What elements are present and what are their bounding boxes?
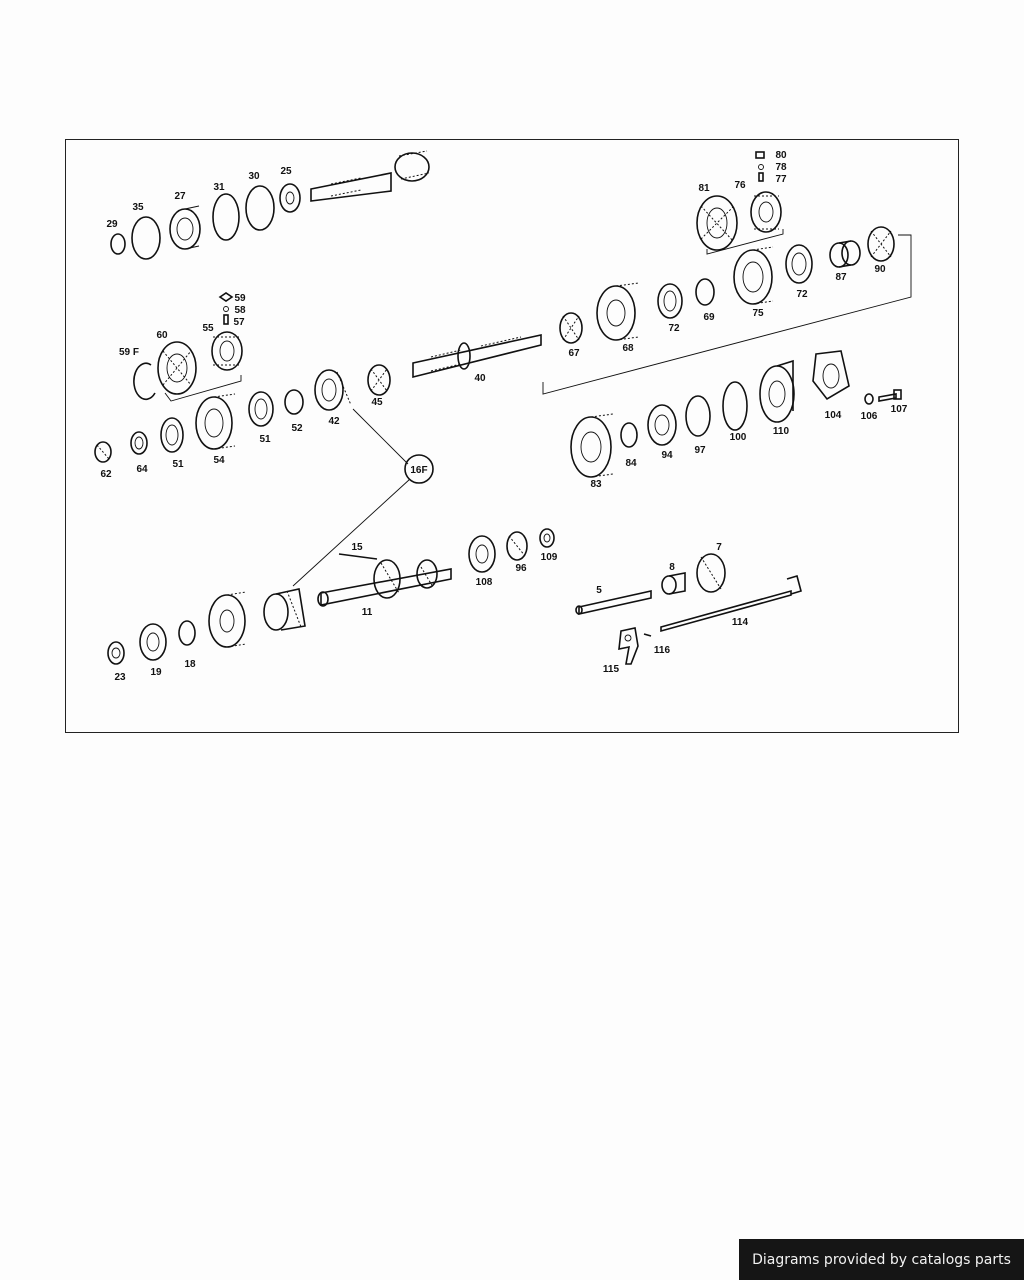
label-62: 62 bbox=[100, 469, 112, 480]
ring-72-lower bbox=[658, 284, 682, 318]
label-64: 64 bbox=[136, 464, 148, 475]
label-58: 58 bbox=[234, 305, 246, 316]
main-shaft-40 bbox=[413, 335, 541, 377]
label-30: 30 bbox=[248, 171, 260, 182]
synchro-hub-81 bbox=[697, 196, 737, 250]
callout-line-gear bbox=[293, 479, 410, 586]
ring-51-left bbox=[161, 418, 183, 452]
countershaft-11 bbox=[318, 560, 451, 606]
label-84: 84 bbox=[625, 458, 637, 469]
ring-30 bbox=[246, 186, 274, 230]
synchro-hub-60 bbox=[158, 342, 196, 394]
credit-badge: Diagrams provided by catalogs parts bbox=[739, 1239, 1024, 1280]
label-97: 97 bbox=[694, 445, 706, 456]
label-51-right: 51 bbox=[259, 434, 271, 445]
gear-83 bbox=[571, 414, 613, 477]
label-104: 104 bbox=[824, 410, 842, 421]
reverse-gear-7 bbox=[697, 554, 725, 592]
gear-16f bbox=[264, 589, 305, 630]
label-60: 60 bbox=[156, 330, 168, 341]
exploded-parts-diagram bbox=[66, 140, 957, 731]
label-5: 5 bbox=[596, 585, 602, 596]
label-77: 77 bbox=[775, 174, 787, 185]
label-75: 75 bbox=[752, 308, 764, 319]
diagram-frame bbox=[65, 139, 959, 733]
label-19: 19 bbox=[150, 667, 162, 678]
label-18: 18 bbox=[184, 659, 196, 670]
washer-106 bbox=[865, 394, 873, 404]
label-108: 108 bbox=[475, 577, 493, 588]
label-35: 35 bbox=[132, 202, 144, 213]
label-59f: 59 F bbox=[118, 347, 140, 358]
label-72-lower: 72 bbox=[668, 323, 680, 334]
bolt-107 bbox=[879, 390, 901, 401]
label-51-left: 51 bbox=[172, 459, 184, 470]
label-76: 76 bbox=[734, 180, 746, 191]
nut-23 bbox=[108, 642, 124, 664]
label-8: 8 bbox=[669, 562, 675, 573]
label-114: 114 bbox=[731, 617, 749, 628]
label-94: 94 bbox=[661, 450, 673, 461]
ring-72-upper bbox=[786, 245, 812, 283]
label-27: 27 bbox=[174, 191, 186, 202]
label-96: 96 bbox=[515, 563, 527, 574]
label-11: 11 bbox=[361, 607, 373, 618]
label-68: 68 bbox=[622, 343, 634, 354]
label-7: 7 bbox=[716, 542, 722, 553]
label-109: 109 bbox=[540, 552, 558, 563]
label-42: 42 bbox=[328, 416, 340, 427]
washer-52 bbox=[285, 390, 303, 414]
gear-54 bbox=[196, 394, 235, 449]
bracket-60-55 bbox=[165, 375, 241, 401]
label-116: 116 bbox=[653, 645, 671, 656]
label-57: 57 bbox=[233, 317, 245, 328]
gear-42 bbox=[315, 370, 351, 410]
gear-96 bbox=[507, 532, 527, 560]
bearing-27 bbox=[170, 206, 200, 249]
ring-29 bbox=[111, 234, 125, 254]
washer-84 bbox=[621, 423, 637, 447]
label-78: 78 bbox=[775, 162, 787, 173]
label-90: 90 bbox=[874, 264, 886, 275]
label-55: 55 bbox=[202, 323, 214, 334]
synchro-sleeve-76 bbox=[751, 192, 781, 232]
cover-plate-104 bbox=[813, 351, 849, 399]
needle-bearing-67 bbox=[560, 313, 582, 343]
gear-large-lower bbox=[209, 592, 246, 647]
label-23: 23 bbox=[114, 672, 126, 683]
ring-64 bbox=[131, 432, 147, 454]
label-15: 15 bbox=[351, 542, 363, 553]
label-115: 115 bbox=[602, 664, 620, 675]
label-110: 110 bbox=[772, 426, 790, 437]
ring-100 bbox=[723, 382, 747, 430]
label-106: 106 bbox=[860, 411, 878, 422]
label-87: 87 bbox=[835, 272, 847, 283]
pin-116 bbox=[644, 634, 651, 636]
label-72-upper: 72 bbox=[796, 289, 808, 300]
label-40: 40 bbox=[474, 373, 486, 384]
bracket-upper-group bbox=[543, 235, 911, 394]
circlip-59f bbox=[134, 363, 155, 399]
label-67: 67 bbox=[568, 348, 580, 359]
callout-line-42 bbox=[353, 409, 408, 464]
bushing-8 bbox=[662, 573, 685, 594]
label-107: 107 bbox=[890, 404, 908, 415]
small-parts-80-78-77 bbox=[756, 152, 764, 181]
ring-18 bbox=[179, 621, 195, 645]
label-25: 25 bbox=[280, 166, 292, 177]
label-52: 52 bbox=[291, 423, 303, 434]
needle-bearing-45 bbox=[368, 365, 390, 395]
pin-15 bbox=[339, 554, 377, 559]
input-shaft bbox=[311, 151, 429, 201]
label-81: 81 bbox=[698, 183, 710, 194]
ring-31 bbox=[213, 194, 239, 240]
gear-68 bbox=[597, 283, 639, 340]
label-29: 29 bbox=[106, 219, 118, 230]
gear-75 bbox=[734, 247, 773, 304]
small-parts-59-58-57 bbox=[220, 293, 232, 324]
label-80: 80 bbox=[775, 150, 787, 161]
washer-25 bbox=[280, 184, 300, 212]
fork-115 bbox=[619, 628, 638, 664]
label-100: 100 bbox=[729, 432, 747, 443]
bearing-19 bbox=[140, 624, 166, 660]
label-54: 54 bbox=[213, 455, 225, 466]
label-45: 45 bbox=[371, 397, 383, 408]
ring-97 bbox=[686, 396, 710, 436]
bearing-108 bbox=[469, 536, 495, 572]
nut-109 bbox=[540, 529, 554, 547]
bearing-62 bbox=[95, 442, 111, 462]
label-69: 69 bbox=[703, 312, 715, 323]
ring-69 bbox=[696, 279, 714, 305]
sleeve-87 bbox=[830, 241, 860, 267]
label-59: 59 bbox=[234, 293, 246, 304]
bearing-94 bbox=[648, 405, 676, 445]
bearing-90 bbox=[868, 227, 894, 261]
ring-35 bbox=[132, 217, 160, 259]
idler-shaft-5 bbox=[576, 591, 651, 614]
synchro-sleeve-55 bbox=[212, 332, 242, 370]
label-31: 31 bbox=[213, 182, 225, 193]
cover-110 bbox=[760, 361, 794, 422]
label-83: 83 bbox=[590, 479, 602, 490]
ring-51-right bbox=[249, 392, 273, 426]
callout-16f-label: 16F bbox=[410, 465, 428, 476]
